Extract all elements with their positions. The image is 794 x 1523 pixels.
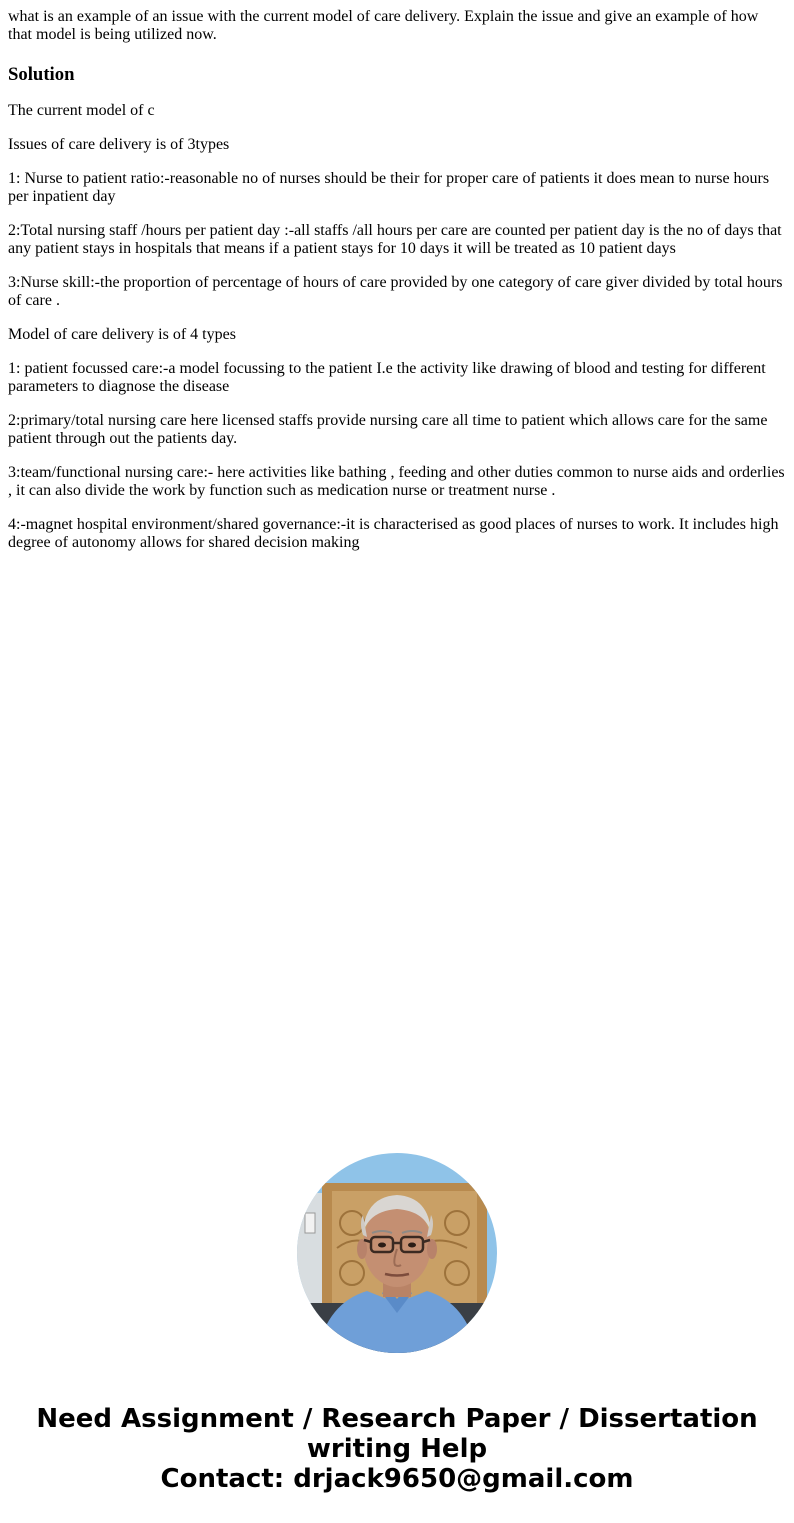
contact-email: Contact: drjack9650@gmail.com: [160, 1464, 634, 1494]
promo-line: Need Assignment / Research Paper / Dissertation: [36, 1404, 758, 1434]
promo-banner: [0, 1404, 794, 1494]
answer-paragraph: The current model of c: [8, 102, 155, 119]
answer-paragraph: Model of care delivery is of 4 types: [8, 326, 236, 343]
answer-body: [8, 102, 786, 552]
answer-paragraph: 2:primary/total nursing care here licensed staffs provide nursing care all time to patient which allows care for the same patient through out the patients day.: [8, 412, 768, 447]
answer-paragraph: 2:Total nursing staff /hours per patient day :-all staffs /all hours per care are counted per patient day is the no of days that any patient stays in hospitals that means if a patient stays for 10 days it will be treated as 10 patient days: [8, 222, 782, 257]
answer-paragraph: Issues of care delivery is of 3types: [8, 136, 230, 153]
solution-heading: Solution: [8, 64, 75, 85]
answer-paragraph: 1: patient focussed care:-a model focussing to the patient I.e the activity like drawing of blood and testing for different parameters to diagnose the disease: [8, 360, 766, 395]
promo-line: writing Help: [306, 1434, 488, 1464]
document-body: [8, 8, 786, 552]
answer-paragraph: 1: Nurse to patient ratio:-reasonable no of nurses should be their for proper care of patients it does mean to nurse hours per inpatient day: [8, 170, 770, 205]
question-text: what is an example of an issue with the current model of care delivery. Explain the issue and give an example of how that model is being utilized now.: [8, 8, 759, 43]
answer-paragraph: 3:Nurse skill:-the proportion of percentage of hours of care provided by one category of care giver divided by total hours of care .: [8, 274, 783, 309]
answer-paragraph: 3:team/functional nursing care:- here activities like bathing , feeding and other duties common to nurse aids and orderlies , it can also divide the work by function such as medication nurse or treatment nurse .: [8, 464, 785, 499]
answer-paragraph: 4:-magnet hospital environment/shared governance:-it is characterised as good places of nurses to work. It includes high degree of autonomy allows for shared decision making: [8, 516, 779, 551]
person-portrait-icon: [297, 1153, 497, 1353]
